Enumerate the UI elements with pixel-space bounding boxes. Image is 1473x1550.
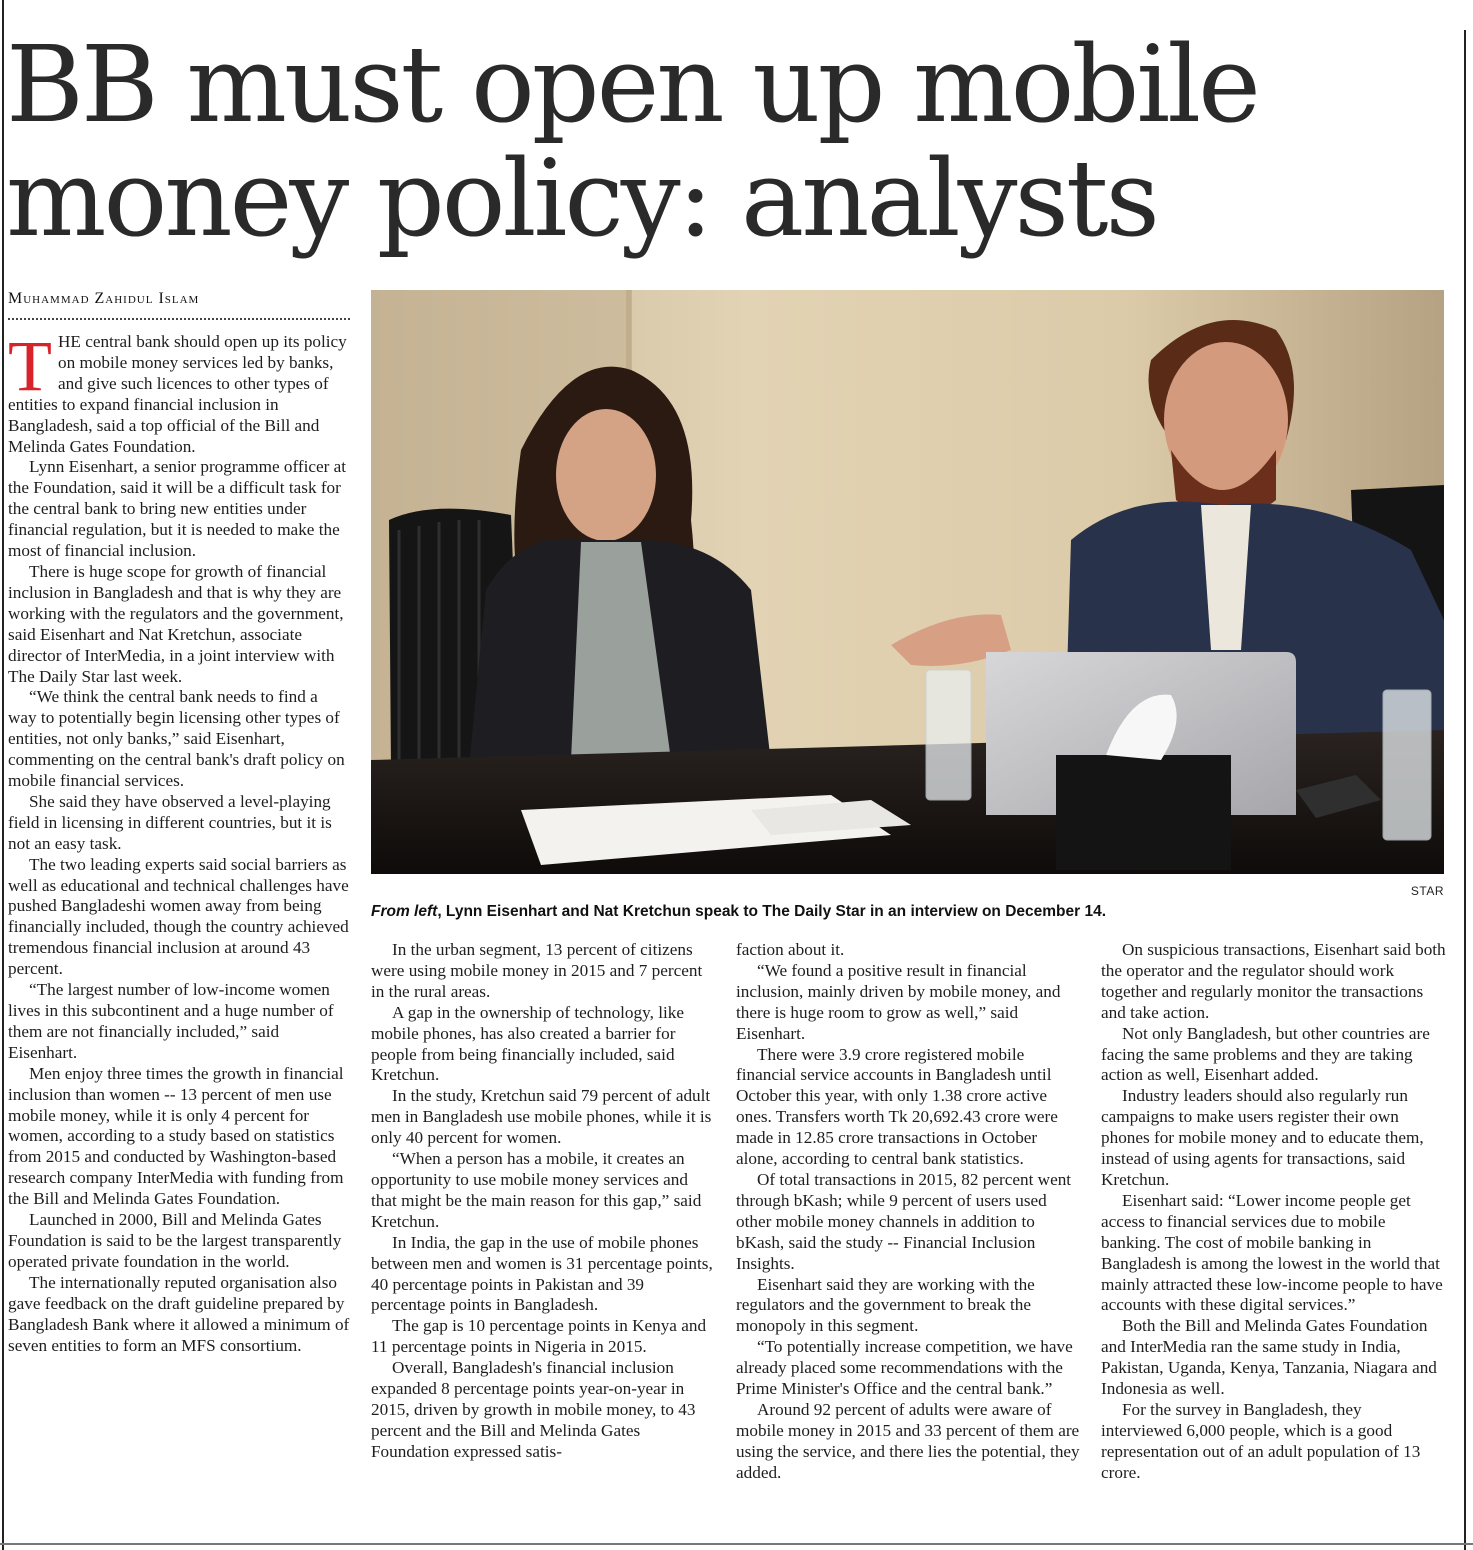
byline-dotted-divider	[8, 318, 350, 320]
photo-credit: STAR	[1410, 884, 1444, 898]
paragraph: In India, the gap in the use of mobile phones between men and women is 31 percentage points, 40 percentage points in Pakistan and 39 percentage points in Bangladesh.	[371, 1232, 713, 1315]
lead-paragraph	[8, 326, 350, 457]
paragraph: “To potentially increase competition, we have already placed some recommendations with the Prime Minister's Office and the central bank.”	[736, 1337, 1073, 1399]
headline: BB must open up mobile money policy: analysts	[6, 23, 1258, 260]
paragraph: For the survey in Bangladesh, they interviewed 6,000 people, which is a good representation out of an adult population of 13 crore.	[1101, 1399, 1421, 1482]
paragraph: Overall, Bangladesh's financial inclusion expanded 8 percentage points year-on-year in 2015, driven by growth in mobile money, to 43 percent and the Bill and Melinda Gates Foundation expressed satis-	[371, 1358, 696, 1461]
right-border-rule	[1464, 30, 1466, 1550]
byline: Muhammad Zahidul Islam	[8, 290, 200, 307]
paragraph: The two leading experts said social barriers as well as educational and technical challenges have pushed Bangladeshi women away from being financially included, though the country achieved tremendous financial inclusion at around 43 percent.	[8, 854, 349, 979]
paragraph: Men enjoy three times the growth in financial inclusion than women -- 13 percent of men use mobile money, while it is only 4 percent for women, according to a study based on statistics from 2015 and conducted by Washington-based research company InterMedia with funding from the Bill and Melinda Gates Foundation.	[8, 1063, 344, 1209]
caption-text: , Lynn Eisenhart and Nat Kretchun speak to The Daily Star in an interview on December 14.	[437, 903, 1106, 920]
paragraph: A gap in the ownership of technology, like mobile phones, has also created a barrier for people from being financially included, said Kretchun.	[371, 1002, 684, 1085]
paragraph: faction about it.	[736, 940, 845, 959]
paragraph: Industry leaders should also regularly run campaigns to make users register their own phones for mobile money and to educate them, instead of using agents for transactions, said Kretchun.	[1101, 1086, 1424, 1189]
article-column-3	[736, 940, 1081, 1484]
drop-cap: T	[8, 326, 52, 406]
article-column-4	[1101, 940, 1446, 1484]
paragraph: Eisenhart said they are working with the regulators and the government to break the monopoly in this segment.	[736, 1274, 1035, 1336]
paragraph: The gap is 10 percentage points in Kenya and 11 percentage points in Nigeria in 2015.	[371, 1316, 707, 1357]
paragraph: “When a person has a mobile, it creates an opportunity to use mobile money services and that might be the main reason for this gap,” said Kretchun.	[371, 1149, 702, 1231]
caption-lead: From left	[371, 903, 438, 920]
paragraph: “We found a positive result in financial inclusion, mainly driven by mobile money, and there is huge room to grow as well,” said Eisenhart.	[736, 960, 1061, 1043]
paragraph: “The largest number of low-income women lives in this subcontinent and a huge number of them are not financially included,” said Eisenhart.	[8, 980, 334, 1062]
paragraph: Eisenhart said: “Lower income people get access to financial services due to mobile banking. The cost of mobile banking in Bangladesh is among the lowest in the world that mainly attracted these low-income people to have accounts with these digital services.”	[1101, 1190, 1443, 1315]
paragraph: On suspicious transactions, Eisenhart said both the operator and the regulator should work together and regularly monitor the transactions and take action.	[1101, 940, 1446, 1022]
paragraph: Around 92 percent of adults were aware of mobile money in 2015 and 33 percent of them are using the service, and there lies the potential, they added.	[736, 1399, 1080, 1482]
paragraph: There is huge scope for growth of financial inclusion in Bangladesh and that is why they are working with the regulators and the government, said Eisenhart and Nat Kretchun, associate director of InterMedia, in a joint interview with The Daily Star last week.	[8, 561, 344, 686]
bottom-border-rule	[0, 1543, 1473, 1545]
paragraph: In the study, Kretchun said 79 percent of adult men in Bangladesh use mobile phones, while it is only 40 percent for women.	[371, 1086, 712, 1148]
paragraph: In the urban segment, 13 percent of citizens were using mobile money in 2015 and 7 percent in the rural areas.	[371, 940, 703, 1001]
lead-paragraph-text: HE central bank should open up its policy on mobile money services led by banks, and give such licences to other types of entities to expand financial inclusion in Bangladesh, said a top official of the Bill and Melinda Gates Foundation.	[8, 332, 347, 456]
left-border-rule	[2, 0, 4, 1550]
interview-photo	[371, 290, 1444, 874]
photo-caption	[371, 903, 1371, 921]
paragraph: She said they have observed a level-playing field in licensing in different countries, but it is not an easy task.	[8, 791, 332, 853]
paragraph: Launched in 2000, Bill and Melinda Gates Foundation is said to be the largest transparently operated private foundation in the world.	[8, 1210, 342, 1271]
paragraph: Not only Bangladesh, but other countries are facing the same problems and they are taking action as well, Eisenhart added.	[1101, 1023, 1430, 1085]
paragraph: There were 3.9 crore registered mobile financial service accounts in Bangladesh until October this year, with only 1.38 crore active ones. Transfers worth Tk 20,692.43 crore were made in 12.85 crore transactions in October alone, according to central bank statistics.	[736, 1044, 1058, 1169]
paragraph: Of total transactions in 2015, 82 percent went through bKash; while 9 percent of users used other mobile money channels in addition to bKash, said the study -- Financial Inclusion Insights.	[736, 1169, 1072, 1273]
paragraph: Lynn Eisenhart, a senior programme officer at the Foundation, said it will be a difficult task for the central bank to bring new entities under financial regulation, but it is needed to make the most of financial inclusion.	[8, 457, 347, 561]
article-column-1	[8, 326, 350, 1356]
paragraph: The internationally reputed organisation also gave feedback on the draft guideline prepared by Bangladesh Bank where it allowed a minimum of seven entities to form an MFS consortium.	[8, 1272, 350, 1355]
paragraph: Both the Bill and Melinda Gates Foundation and InterMedia ran the same study in India, Pakistan, Uganda, Kenya, Tanzania, Niagara and Indonesia as well.	[1101, 1316, 1437, 1399]
paragraph: “We think the central bank needs to find a way to potentially begin licensing other types of entities, not only banks,” said Eisenhart, commenting on the central bank's draft policy on mobile financial services.	[8, 687, 345, 791]
article-column-2	[371, 940, 716, 1463]
